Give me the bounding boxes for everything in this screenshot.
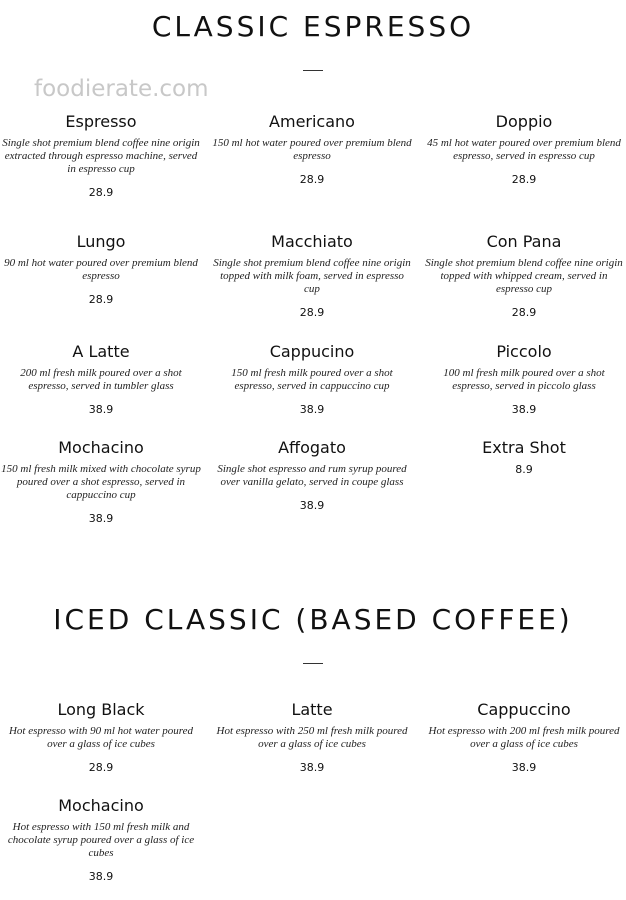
menu-item-cappucino: [212, 342, 412, 416]
menu-item-description: 100 ml fresh milk poured over a shot espresso, served in piccolo glass: [443, 367, 605, 392]
menu-item-price: 28.9: [299, 173, 325, 186]
menu-item-espresso: [1, 112, 201, 199]
menu-item-name: Macchiato: [271, 232, 353, 251]
menu-item-name: Mochacino: [58, 796, 144, 815]
menu-item-description: Single shot espresso and rum syrup poured over vanilla gelato, served in coupe glass: [217, 463, 407, 488]
menu-item-name: Affogato: [278, 438, 346, 457]
menu-item-a-latte: [1, 342, 201, 416]
menu-item-description: 200 ml fresh milk poured over a shot espresso, served in tumbler glass: [20, 367, 182, 392]
menu-item-description: Single shot premium blend coffee nine origin topped with milk foam, served in espresso cup: [213, 257, 411, 295]
menu-item-name: Mochacino: [58, 438, 144, 457]
menu-item-price: 28.9: [88, 293, 114, 306]
menu-item-affogato: [212, 438, 412, 512]
menu-item-price: 38.9: [88, 403, 114, 416]
menu-item-name: Latte: [291, 700, 333, 719]
menu-item-description: 45 ml hot water poured over premium blend espresso, served in espresso cup: [427, 137, 621, 162]
menu-item-price: 38.9: [88, 512, 114, 525]
menu-item-price: 28.9: [299, 306, 325, 319]
menu-item-extra-shot: [424, 438, 624, 476]
section-divider: [303, 663, 323, 664]
menu-item-mochacino: [1, 438, 201, 525]
menu-item-price: 38.9: [299, 403, 325, 416]
menu-item-description: Hot espresso with 150 ml fresh milk and chocolate syrup poured over a glass of ice cubes: [7, 821, 195, 859]
menu-item-name: Cappucino: [269, 342, 355, 361]
menu-item-doppio: [424, 112, 624, 186]
menu-item-name: Con Pana: [486, 232, 562, 251]
menu-item-name: Doppio: [495, 112, 553, 131]
menu-item-cappuccino: [424, 700, 624, 774]
menu-item-description: Hot espresso with 90 ml hot water poured over a glass of ice cubes: [8, 725, 194, 750]
watermark: foodierate.com: [34, 76, 209, 102]
menu-item-description: 150 ml fresh milk mixed with chocolate syrup poured over a shot espresso, served in cappuccino cup: [1, 463, 201, 501]
menu-item-description: Single shot premium blend coffee nine origin topped with whipped cream, served in espresso cup: [425, 257, 623, 295]
menu-item-name: Piccolo: [496, 342, 552, 361]
menu-item-price: 38.9: [511, 761, 537, 774]
menu-item-piccolo: [424, 342, 624, 416]
menu-item-price: 28.9: [511, 173, 537, 186]
section-divider: [303, 70, 323, 71]
menu-item-iced-mochacino: [1, 796, 201, 883]
menu-item-price: 38.9: [299, 761, 325, 774]
menu-item-name: A Latte: [72, 342, 130, 361]
menu-item-description: Hot espresso with 250 ml fresh milk poured over a glass of ice cubes: [216, 725, 408, 750]
menu-item-name: Lungo: [76, 232, 126, 251]
menu-item-price: 38.9: [299, 499, 325, 512]
menu-item-long-black: [1, 700, 201, 774]
menu-item-price: 28.9: [88, 761, 114, 774]
menu-item-name: Americano: [269, 112, 355, 131]
menu-item-americano: [212, 112, 412, 186]
menu-item-description: 150 ml hot water poured over premium blend espresso: [212, 137, 412, 162]
menu-item-price: 8.9: [515, 463, 533, 476]
menu-item-description: 150 ml fresh milk poured over a shot espresso, served in cappuccino cup: [231, 367, 393, 392]
menu-item-description: Single shot premium blend coffee nine origin extracted through espresso machine, served in espresso cup: [2, 137, 200, 175]
menu-item-macchiato: [212, 232, 412, 319]
menu-item-name: Cappuccino: [477, 700, 571, 719]
section-title-iced-classic: ICED CLASSIC (BASED COFFEE): [53, 603, 573, 636]
menu-item-lungo: [1, 232, 201, 306]
section-title-classic-espresso: CLASSIC ESPRESSO: [151, 10, 475, 43]
menu-item-price: 28.9: [88, 186, 114, 199]
menu-item-latte: [212, 700, 412, 774]
menu-item-name: Long Black: [57, 700, 145, 719]
menu-item-description: Hot espresso with 200 ml fresh milk poured over a glass of ice cubes: [428, 725, 620, 750]
menu-item-price: 38.9: [88, 870, 114, 883]
menu-item-description: 90 ml hot water poured over premium blend espresso: [4, 257, 198, 282]
menu-item-name: Espresso: [65, 112, 137, 131]
menu-item-price: 38.9: [511, 403, 537, 416]
menu-item-price: 28.9: [511, 306, 537, 319]
menu-item-name: Extra Shot: [482, 438, 566, 457]
menu-item-con-pana: [424, 232, 624, 319]
